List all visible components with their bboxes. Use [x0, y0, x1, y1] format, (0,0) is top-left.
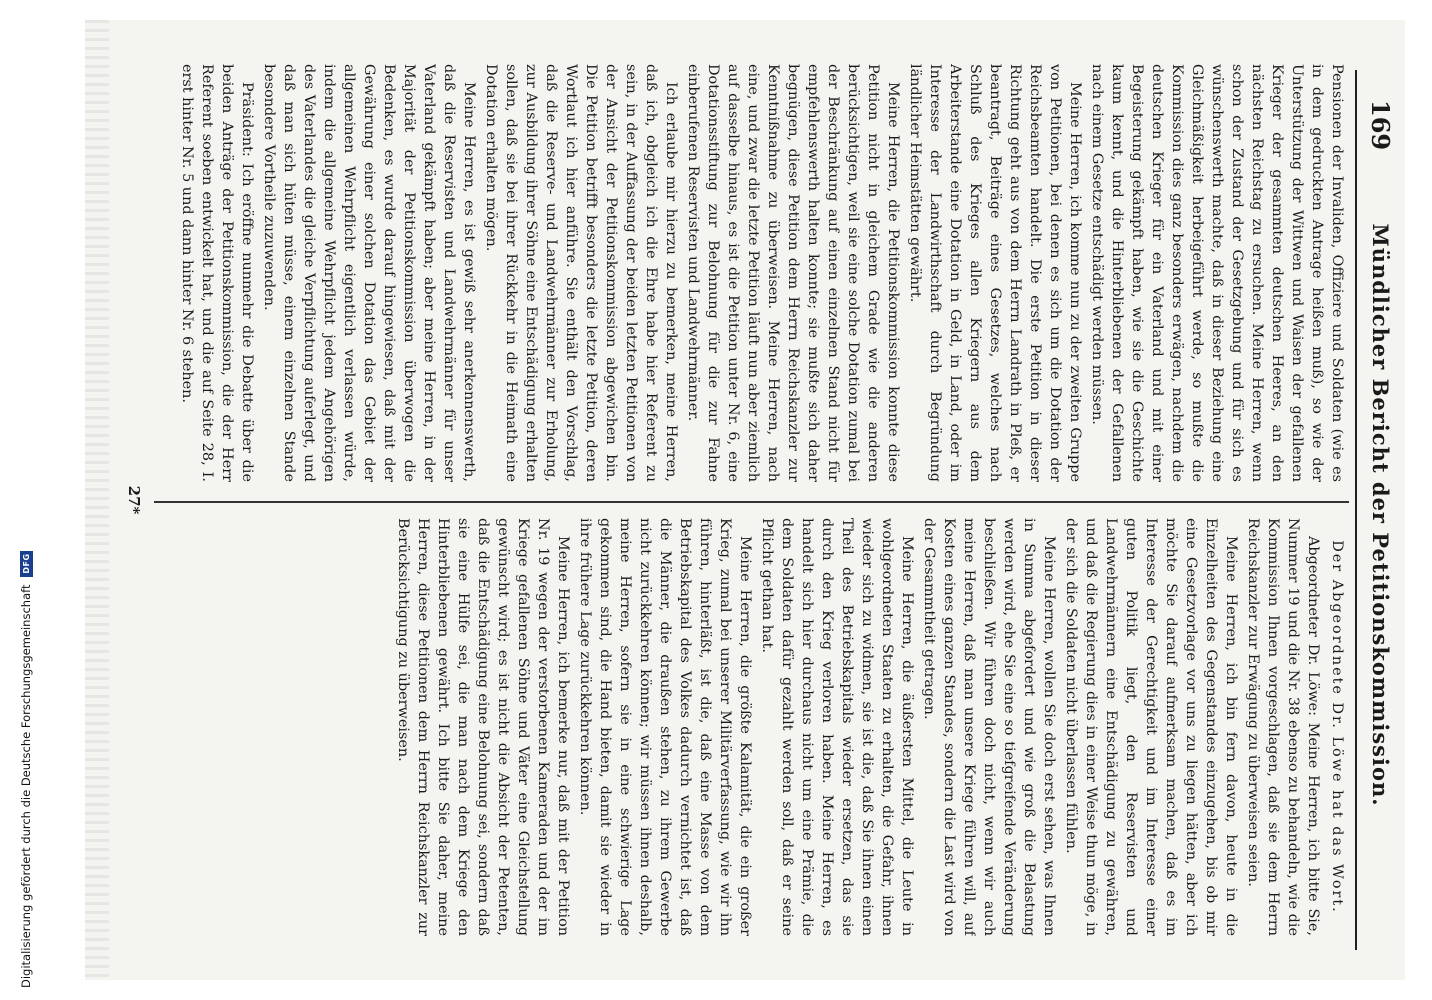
- paragraph: Meine Herren, die größte Kalamität, die ein großer Krieg, zumal bei unserer Militärverfassung, wie wir ihn führen, hinterläßt, ist die, daß eine Masse von dem Betriebskapital des Volkes dadurch vernichtet ist, daß die Männer, die draußen stehen, zu ihrem Gewerbe nicht zurückkehren können; wir müssen ihnen deshalb, meine Herren, sofern sie in eine schwierige Lage gekommen sind, die Hand bieten, damit sie wieder in ihre frühere Lage zurückkehren können.: [577, 518, 753, 936]
- scanned-page: [85, 20, 1405, 980]
- running-head: [1365, 80, 1395, 950]
- header-rule: [1355, 70, 1357, 950]
- paragraph: Ich erlaube mir hierzu zu bemerken, meine Herren, daß ich, obgleich ich die Ehre habe hier Referent zu sein, in der Auffassung der beiden letzten Petitionen von der Ansicht der Petitionskommission abgewichen bin. Die Petition betrifft besonders die letzte Petition, deren Wortlaut ich hier anführe. Sie enthält den Vorschlag, daß die Reserve- und Landwehrmänner zur Erholung, zur Ausbildung ihrer Söhne eine Entschädigung erhalten sollen, daß sie bei ihrer Rückkehr in die Heimath eine Dotation erhalten mögen.: [483, 64, 679, 482]
- signature-mark: 27*: [125, 485, 143, 515]
- page-number: 169: [1366, 100, 1395, 151]
- digitization-notice: [0, 0, 33, 1000]
- president-paragraph: Präsident: Ich eröffne nunmehr die Debatte über die beiden Anträge der Petitionskommission, die der Herr Referent soeben entwickelt hat, und die auf Seite 28, I. erst hinter Nr. 5 und dann hinter Nr. 6 stehen.: [179, 64, 255, 482]
- text-column-right: [157, 518, 1347, 936]
- paragraph: Meine Herren, ich bemerke nur, daß mit der Petition Nr. 19 wegen der verstorbenen Kameraden und der im Kriege gefallenen Söhne und Väter eine Gleichstellung gewünscht wird; es ist nicht die Absicht der Petenten, daß die Entschädigung eine Belohnung sei, sondern daß sie eine Hülfe sei, die man nach dem Kriege den Hinterbliebenen gewährt. Ich bitte Sie daher, meine Herren, diese Petitionen dem Herrn Reichskanzler zur Berücksichtigung zu überweisen.: [395, 518, 571, 936]
- scan-edge: [85, 20, 109, 980]
- paragraph: Meine Herren, die Petitionskommission konnte diese Petition nicht in gleichem Grade wie die anderen berücksichtigen, weil sie eine solche Dotation zumal bei der Beschränkung auf einen einzelnen Stand nicht für empfehlenswerth halten konnte; sie mußte sich daher begnügen, diese Petition dem Herrn Reichskanzler zur Kenntnißnahme zu überweisen. Meine Herren, nach eine, und zwar die letzte Petition läuft nun aber ziemlich auf dasselbe hinaus, es ist die Petition unter Nr. 6, eine Dotationsstiftung zur Belohnung für die zur Fahne einberufenen Reservisten und Landwehrmänner.: [685, 64, 901, 482]
- paragraph: Meine Herren, wollen Sie doch erst sehen, was Ihnen in Summa abgefordert und wie groß die Belastung werden wird, ehe Sie eine so tiefgreifende Veränderung beschließen. Wir führen doch nicht, wenn wir auch meine Herren, daß man unsere Kriege führen will, auf Kosten eines ganzen Standes, sondern die Last wird von der Gesammtheit getragen.: [921, 518, 1057, 936]
- paragraph: Meine Herren, ich komme nun zu der zweiten Gruppe von Petitionen, bei denen es sich um die Dotation der Reichsbeamten handelt. Die erste Petition in dieser Richtung geht aus von dem Herrn Landrath in Pleß, er beantragt, Beiträge eines Gesetzes, welches nach Schluß des Krieges allen Kriegern aus dem Arbeiterstande eine Dotation in Geld, in Land, oder im Interesse der Landwirthschaft durch Begründung ländlicher Heimstätten gewährt.: [907, 64, 1083, 482]
- paragraph: Meine Herren, es ist gewiß sehr anerkennenswerth, daß die Reservisten und Landwehrmänner für unser Vaterland gekämpft haben; aber meine Herren, in der Majorität der Petitionskommission überwogen die Bedenken, es wurde darauf hingewiesen, daß mit der Gewährung einer solchen Dotation das Gebiet der allgemeinen Wehrpflicht eigentlich verlassen würde, indem die allgemeine Wehrpflicht jedem Angehörigen des Vaterlandes die gleiche Verpflichtung auferlegt, und daß man sich hüten müsse, einem einzelnen Stande besondere Vortheile zuzuwenden.: [261, 64, 477, 482]
- notice-text: Digitalisierung gefördert durch die Deutsche Forschungsgemeinschaft: [19, 584, 33, 988]
- column-divider: [154, 501, 1349, 503]
- paragraph: Meine Herren, die äußersten Mittel, die Leute in wohlgeordneten Staaten zu erhalten, die Gefahr, ihnen wieder sich zu widmen, sie ist die, daß Sie ihnen einen Theil des Betriebskapitals wieder ersetzen, das sie durch den Krieg verloren haben. Meine Herren, es handelt sich hier durchaus nicht um eine Prämie, die dem Soldaten dafür gezahlt werden soll, daß er seine Pflicht gethan hat.: [759, 518, 915, 936]
- text-column-left: [157, 64, 1347, 482]
- speaker-paragraph: Abgeordneter Dr. Löwe: Meine Herren, ich bitte Sie, Nummer 19 und die Nr. 38 ebenso zu behandeln, wie die Kommission Ihnen vorgeschlagen, daß sie dem Herrn Reichskanzler zur Erwägung zu überweisen seien.: [1245, 518, 1321, 936]
- speaker-announcement: Der Abgeordnete Dr. Löwe hat das Wort.: [1329, 540, 1345, 914]
- dfg-logo: DFG: [20, 551, 33, 577]
- running-title: Mündlicher Bericht der Petitionskommission.: [1368, 223, 1393, 807]
- paragraph: Pensionen der Invaliden, Offiziere und Soldaten (wie es in dem gedruckten Antrage heißen muß), so wie der Unterstützung der Wittwen und Waisen der gefallenen Krieger der gesammten deutschen Heeres, an den nächsten Reichstag zu ersuchen. Meine Herren, wenn schon der Zustand der Gesetzgebung und für sich es wünschenswerth machte, daß in dieser Beziehung eine Gleichmäßigkeit herbeigeführt werde, so mußte die Kommission dies ganz besonders erwägen, nachdem die deutschen Krieger für ein Vaterland und mit einer Begeisterung gekämpft haben, wie sie die Geschichte kaum kennt, und die Hinterbliebenen der Gefallenen nach einem Gesetze entschädigt werden müssen.: [1089, 64, 1345, 482]
- paragraph: Meine Herren, ich bin fern davon, heute in die Einzelheiten des Gegenstandes einzugehen, bis ob mir eine Gesetzvorlage vor uns zu liegen hätten, aber ich möchte Sie darauf aufmerksam machen, daß es im Interesse der Gerechtigkeit und im Interesse einer guten Politik liegt, den Reservisten und Landwehrmännern eine Entschädigung zu gewähren, und daß die Regierung dies in einer Weise thun möge, in der sich die Soldaten nicht überlassen fühlen.: [1063, 518, 1239, 936]
